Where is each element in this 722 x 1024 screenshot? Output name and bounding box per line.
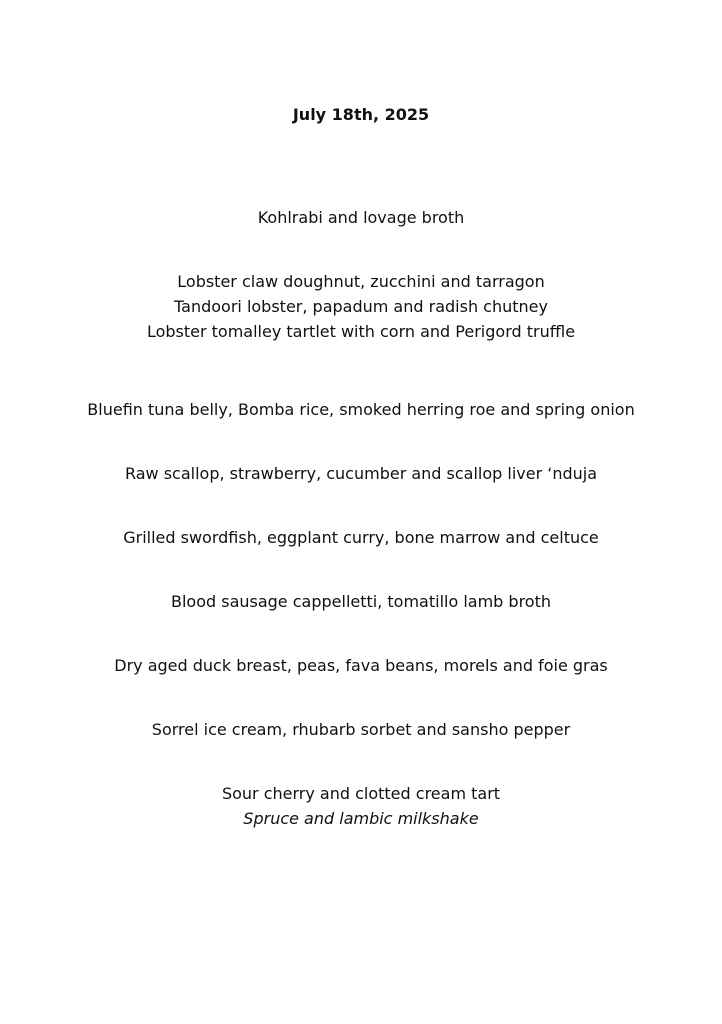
course-milkshake: Spruce and lambic milkshake <box>243 809 479 828</box>
course-lobster-doughnut: Lobster claw doughnut, zucchini and tarragon <box>177 272 545 291</box>
course-lobster-tartlet: Lobster tomalley tartlet with corn and Perigord truffle <box>146 322 576 341</box>
course-cherry-tart: Sour cherry and clotted cream tart <box>221 784 501 803</box>
course-sorrel-ice-cream: Sorrel ice cream, rhubarb sorbet and sansho pepper <box>151 720 571 739</box>
course-grilled-swordfish: Grilled swordfish, eggplant curry, bone marrow and celtuce <box>123 528 599 547</box>
course-duck-breast: Dry aged duck breast, peas, fava beans, morels and foie gras <box>114 656 608 675</box>
course-tandoori-lobster: Tandoori lobster, papadum and radish chutney <box>174 297 548 316</box>
course-bluefin-tuna: Bluefin tuna belly, Bomba rice, smoked herring roe and spring onion <box>87 400 635 419</box>
menu-date: July 18th, 2025 <box>292 105 430 124</box>
course-blood-sausage: Blood sausage cappelletti, tomatillo lamb broth <box>170 592 551 611</box>
course-broth: Kohlrabi and lovage broth <box>257 208 465 227</box>
course-raw-scallop: Raw scallop, strawberry, cucumber and scallop liver ‘nduja <box>124 464 598 483</box>
